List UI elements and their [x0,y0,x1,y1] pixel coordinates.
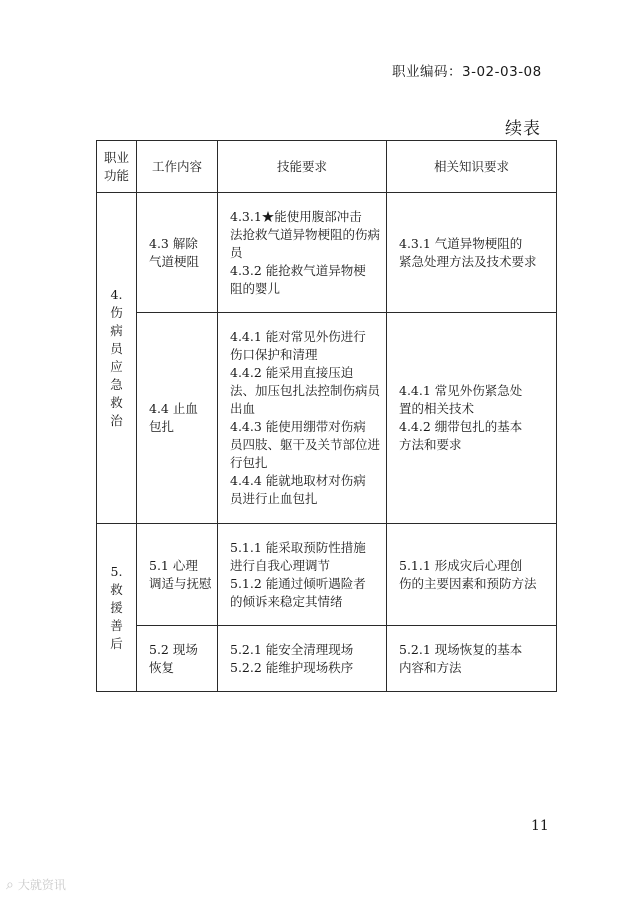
function-char: 4. [110,287,123,302]
function-char: 治 [110,413,123,428]
table-row [97,193,557,313]
content-cell [137,193,218,313]
header-content: 工作内容 [137,141,218,193]
knowledge-line: 置的相关技术 [399,401,475,416]
content-line: 包扎 [149,419,175,434]
table-header-row [97,141,557,193]
knowledge-line: 5.1.1 形成灾后心理创 [399,557,523,573]
watermark-text: 大就资讯 [17,878,66,892]
content-line: 4.3 解除 [149,235,198,251]
skills-table [96,140,557,692]
function-char: 善 [110,617,123,633]
function-char: 后 [110,635,123,651]
header-function [97,141,137,193]
knowledge-cell [387,193,557,313]
function-char: 5. [110,563,123,579]
skills-cell [218,626,387,692]
knowledge-line: 方法和要求 [399,437,462,452]
skills-cell [218,193,387,313]
skills-line: 4.4.4 能就地取材对伤病 [230,473,366,488]
knowledge-line: 伤的主要因素和预防方法 [399,575,537,591]
function-char: 急 [110,377,123,392]
skills-line: 5.2.2 能维护现场秩序 [230,659,354,675]
skills-line: 法、加压包扎法控制伤病员 [230,383,381,398]
skills-line: 员四肢、躯干及关节部位进 [230,437,381,452]
table-row [97,524,557,626]
header-skills: 技能要求 [218,141,387,193]
skills-line: 4.4.2 能采用直接压迫 [230,365,354,380]
function-char: 伤 [110,305,123,320]
skills-line: 5.2.1 能安全清理现场 [230,641,354,657]
function-char: 应 [110,359,123,374]
header-function-line: 职业 [103,149,129,165]
function-cell-4 [97,193,137,524]
table-row [97,313,557,524]
knowledge-line: 4.4.1 常见外伤紧急处 [399,383,523,398]
skills-line: 员进行止血包扎 [230,491,318,506]
function-cell-5 [97,524,137,692]
content-cell [137,313,218,524]
knowledge-line: 内容和方法 [399,659,462,675]
skills-cell [218,524,387,626]
header-knowledge: 相关知识要求 [387,141,557,193]
knowledge-cell [387,626,557,692]
content-line: 恢复 [149,659,175,675]
skills-line: 进行自我心理调节 [230,557,331,573]
skills-line: 4.4.1 能对常见外伤进行 [230,329,366,344]
weibo-logo-icon: ⌕ [6,876,14,893]
content-line: 5.2 现场 [149,641,198,657]
skills-line: 5.1.2 能通过倾听遇险者 [230,575,366,591]
skills-line: 行包扎 [230,455,268,470]
function-char: 救 [110,581,123,597]
skills-line: 4.3.2 能抢救气道异物梗 [230,262,366,278]
page-number: 11 [531,818,549,834]
knowledge-line: 紧急处理方法及技术要求 [399,253,537,269]
skills-line: 4.4.3 能使用绷带对伤病 [230,419,366,434]
table-row [97,626,557,692]
skills-cell [218,313,387,524]
header-function-line: 功能 [103,167,129,183]
content-line: 气道梗阻 [149,253,200,269]
watermark [6,876,66,893]
function-char: 救 [110,395,123,410]
skills-line: 法抢救气道异物梗阻的伤病 [230,226,381,242]
content-cell [137,626,218,692]
content-line: 4.4 止血 [149,401,198,416]
function-char: 援 [110,599,123,615]
knowledge-line: 5.2.1 现场恢复的基本 [399,641,523,657]
knowledge-line: 4.4.2 绷带包扎的基本 [399,419,523,434]
skills-line: 伤口保护和清理 [230,347,318,362]
content-line: 调适与抚慰 [149,575,212,591]
skills-line: 员 [230,244,243,260]
knowledge-cell [387,524,557,626]
function-char: 员 [110,341,123,356]
content-cell [137,524,218,626]
skills-line: 4.3.1★能使用腹部冲击 [230,208,362,224]
knowledge-cell [387,313,557,524]
continued-table-label: 续表 [505,119,541,139]
skills-line: 阻的婴儿 [230,280,281,296]
skills-line: 出血 [230,401,256,416]
content-line: 5.1 心理 [149,557,198,573]
occupation-code: 职业编码：3-02-03-08 [392,64,542,80]
skills-line: 5.1.1 能采取预防性措施 [230,539,366,555]
knowledge-line: 4.3.1 气道异物梗阻的 [399,235,523,251]
skills-line: 的倾诉来稳定其情绪 [230,593,343,609]
function-char: 病 [110,323,123,338]
